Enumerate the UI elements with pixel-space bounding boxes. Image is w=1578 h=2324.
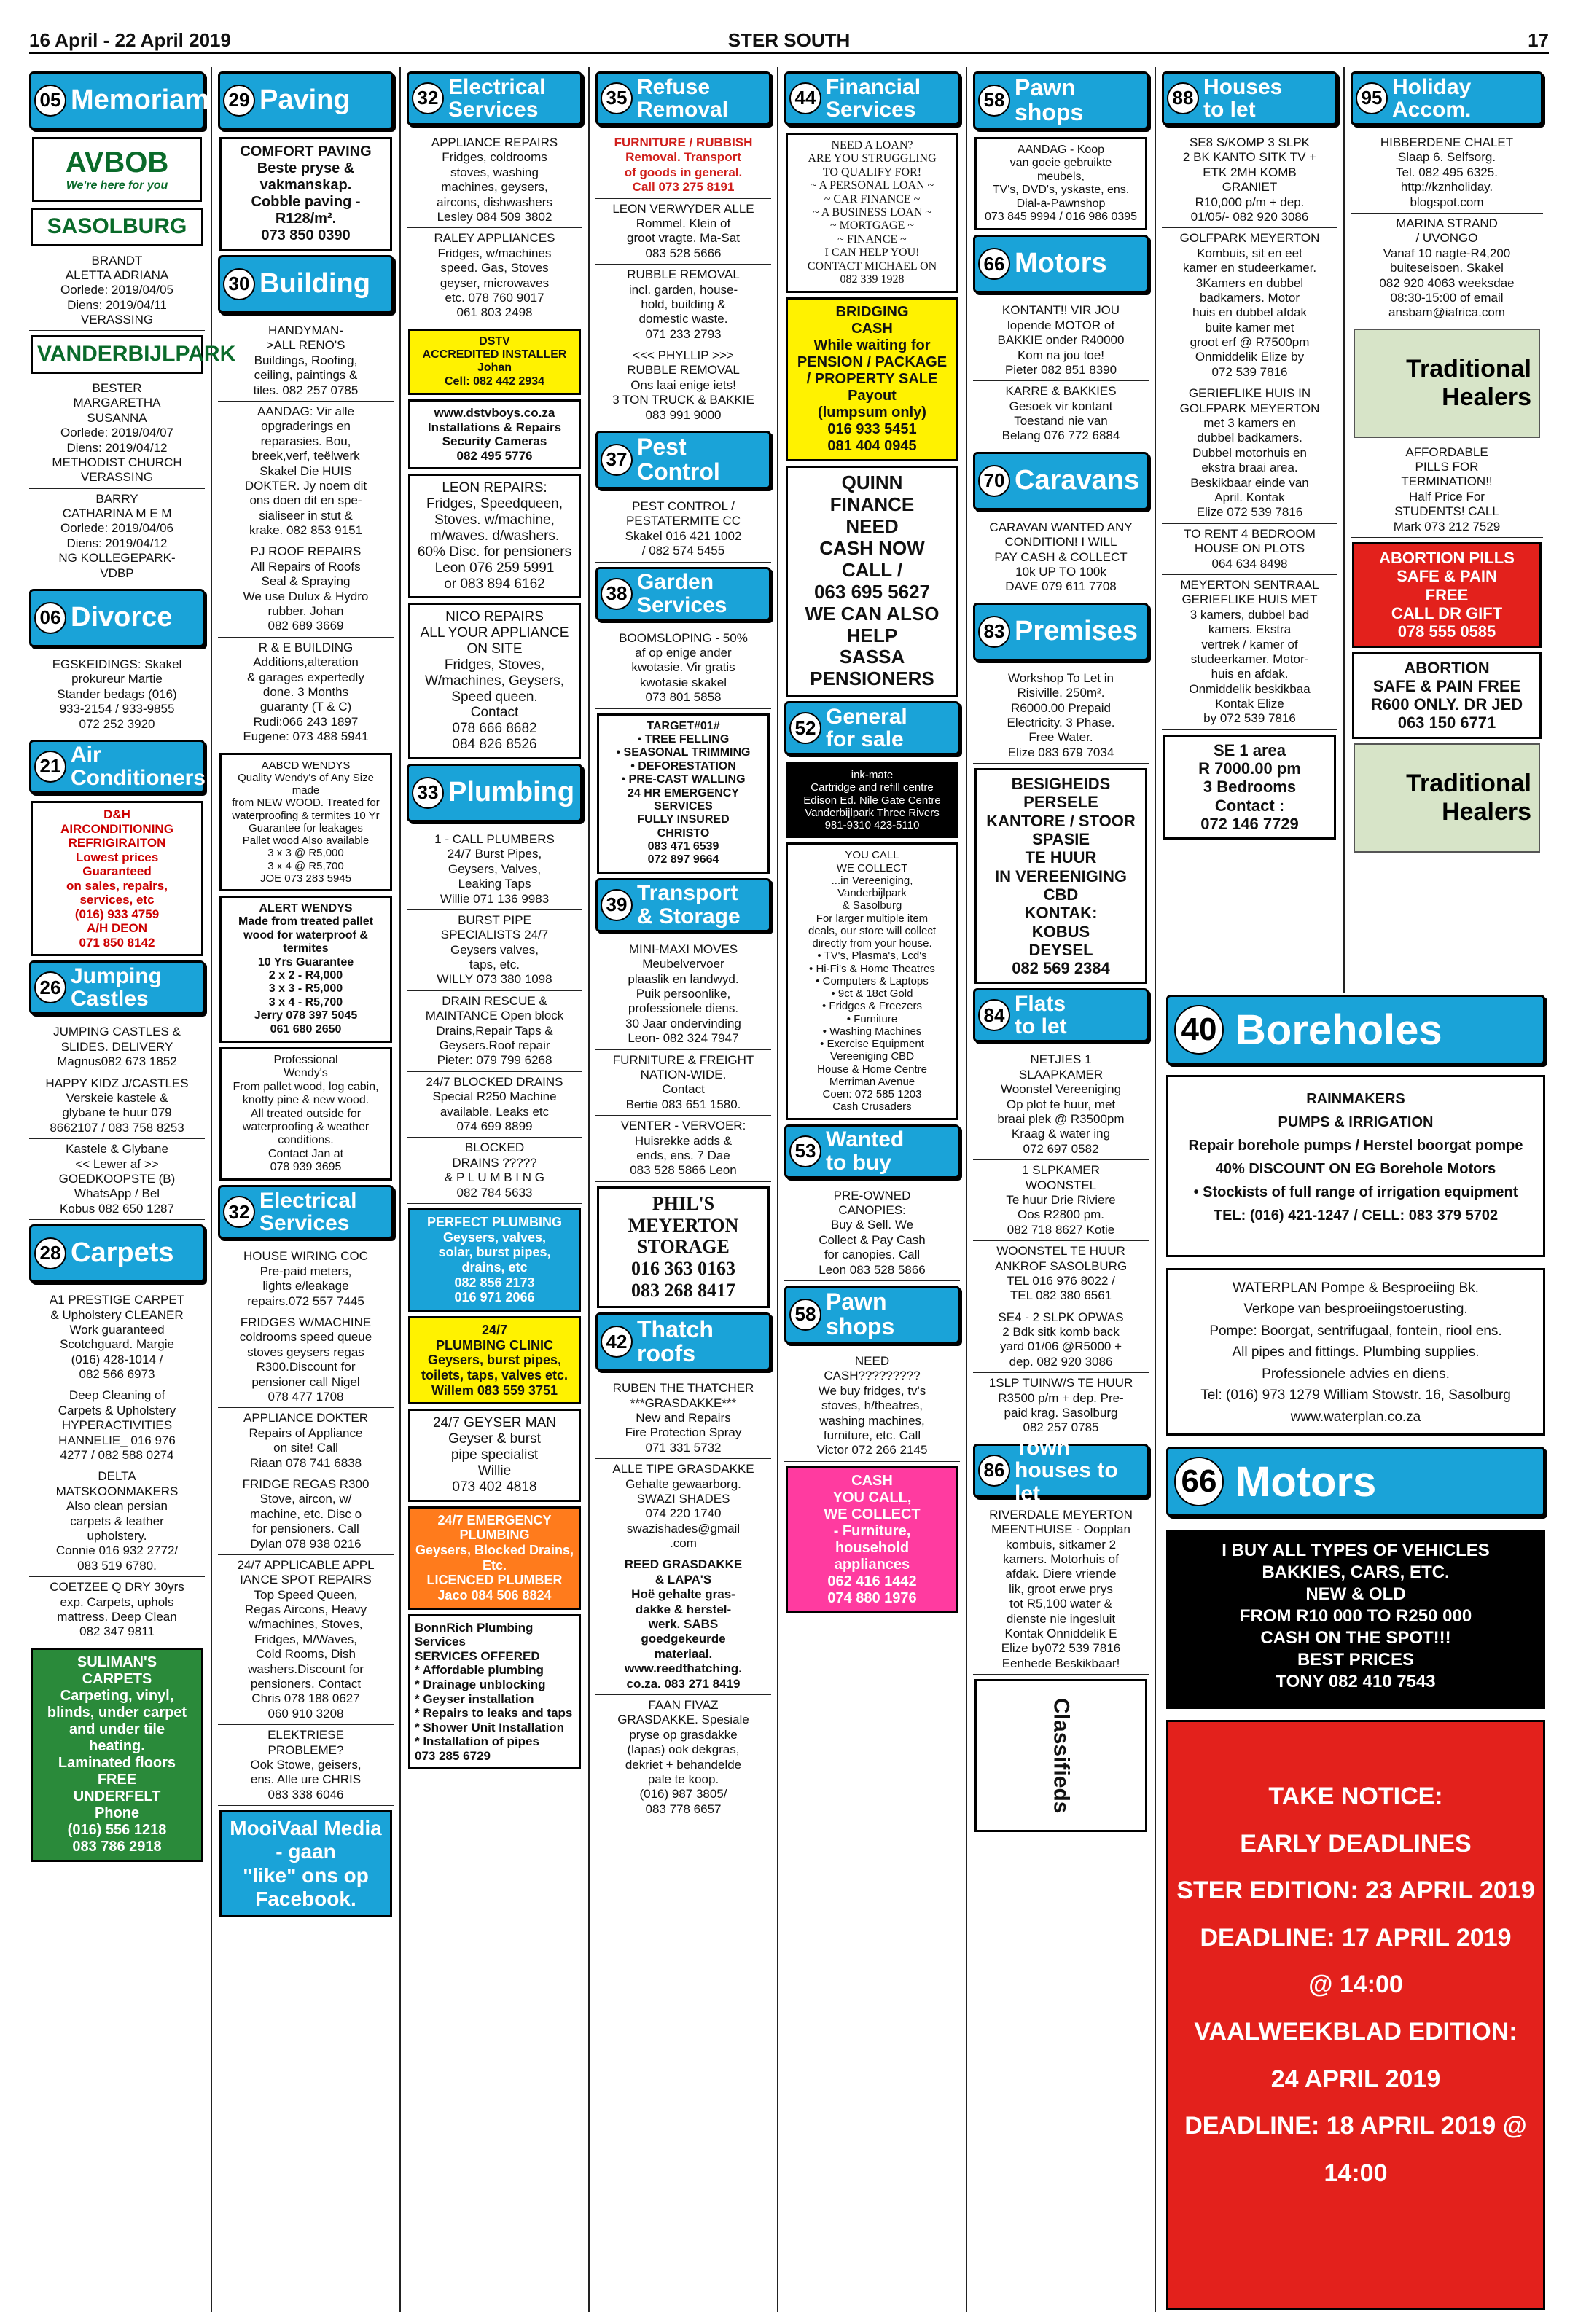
ad-cash-crusaders: YOU CALL WE COLLECT ...in Vereeniging, Vanderbijlpark & Sasolburg For larger multiple item deals, our store will collect directly from your house. • TV's, Plasma's, Lcd's • Hi-Fi's & Home Theatres • Computers & Laptops • 9ct & 18ct Gold • Fridges & Freezers • Furniture • Washing Machines • Exercise Equipment Vereeniging CBD House & Home Centre Merriman Avenue Coen: 072 585 1203 Cash Crusaders: [786, 842, 958, 1119]
section-number: 58: [789, 1299, 821, 1331]
section-title: Financial Services: [826, 74, 921, 122]
section-wanted-to-buy: [784, 1124, 960, 1178]
ad-nico-repairs: NICO REPAIRS ALL YOUR APPLIANCE ON SITE Fridges, Stoves, W/machines, Geysers, Speed queen. Contact 078 666 8682 084 826 8526: [408, 603, 581, 759]
ad-karre-bakkies: KARRE & BAKKIES Gesoek vir kontant Toestand nie van Belang 076 772 6884: [973, 381, 1149, 447]
section-title: Motors: [1015, 248, 1107, 279]
header-page-number: 17: [1528, 29, 1549, 51]
section-title: Pawn shops: [826, 1288, 895, 1340]
section-title: Motors: [1235, 1458, 1377, 1506]
section-number: 42: [601, 1326, 633, 1358]
ad-cash-you-call: CASH YOU CALL, WE COLLECT - Furniture, household appliances 062 416 1442 074 880 1976: [786, 1466, 958, 1613]
ad-re-building: R & E BUILDING Additions,alteration & garages expertedly done. 3 Months guaranty (T & C) Rudi:066 243 1897 Eugene: 073 488 5941: [218, 638, 394, 748]
ad-mooivaal-facebook: MooiVaal Media - gaan "like" ons op Facebook.: [219, 1810, 392, 1917]
ad-egskeidings: EGSKEIDINGS: Skakel prokureur Martie Stander bedags (016) 933-2154 / 933-9855 072 252 3920: [29, 654, 205, 735]
section-number: 35: [601, 82, 633, 114]
section-title: Holiday Accom.: [1392, 74, 1472, 122]
ad-waterplan: WATERPLAN Pompe & Besproeiing Bk. Verkope van besproeiingstoerusting. Pompe: Boorgat, sentrifugaal, fontein, riool ens. All pipes and fittings. Plumbing supplies. Professionele advies en diens. Tel: (016) 973 1279 William Stowstr. 16, Sasolburg www.waterplan.co.za: [1166, 1268, 1545, 1436]
section-number: 33: [412, 777, 444, 809]
ad-appliance-repairs: APPLIANCE REPAIRS Fridges, coldrooms stoves, washing machines, geysers, aircons, dishwashers Lesley 084 509 3802: [407, 133, 582, 228]
ad-furniture-rubbish: FURNITURE / RUBBISH Removal. Transport of goods in general. Call 073 275 8191: [595, 133, 771, 199]
ad-riverdale-meyerton: RIVERDALE MEYERTON MEENTHUISE - Oopplan kombuis, sitkamer 2 kamers. Motorhuis of afdak. Diere vriende lik, groot erwe prys tot R5,100 water & dienste nie ingesluit Kontak Onniddelik E Elize by072 539 7816 Eenhede Beskikbaar!: [973, 1505, 1149, 1675]
section-plumbing: [407, 764, 582, 822]
section-number: 44: [789, 82, 821, 114]
section-number: 40: [1174, 1005, 1224, 1055]
column-7: [1162, 67, 1345, 993]
section-number: 06: [34, 602, 66, 634]
column-8: [1351, 67, 1549, 993]
ad-need-cash: NEED CASH????????? We buy fridges, tv's stoves, h/theatres, washing machines, furniture, etc. Call Victor 072 266 2145: [784, 1351, 960, 1462]
section-number: 32: [223, 1196, 255, 1228]
section-premises: [973, 603, 1149, 661]
ad-house-wiring: HOUSE WIRING COC Pre-paid meters, lights e/leakage repairs.072 557 7445: [218, 1246, 394, 1312]
section-electrical-services-2: [218, 1185, 394, 1239]
ad-ink-mate: ink-mate Cartridge and refill centre Edison Ed. Nile Gate Centre Vanderbijlpark Three Rivers 981-9310 423-5110: [786, 762, 958, 838]
section-building: [218, 255, 394, 313]
ad-delta: DELTA MATSKOONMAKERS Also clean persian carpets & leather upholstery. Connie 016 932 2772/ 083 519 6780.: [29, 1466, 205, 1577]
ad-elektriese: ELEKTRIESE PROBLEME? Ook Stowe, geisers, ens. Alle ure CHRIS 083 338 6046: [218, 1725, 394, 1806]
avbob-tagline: We're here for you: [66, 179, 168, 192]
section-number: 66: [1174, 1457, 1224, 1506]
ad-huis-dokter: AANDAG: Vir alle opgraderings en reparasies. Bou, breek,verf, teëlwerk Skakel Die HUIS DOKTER. Jy noem dit ons doen dit en spe- sialiseer in stut & krake. 082 853 9151: [218, 402, 394, 542]
section-number: 53: [789, 1135, 821, 1167]
section-number: 38: [601, 578, 633, 610]
section-financial-services: [784, 71, 960, 125]
section-carpets: [29, 1224, 205, 1283]
section-title: Paving: [259, 85, 351, 116]
section-title: General for sale: [826, 704, 907, 752]
notice-brandt: BRANDT ALETTA ADRIANA Oorlede: 2019/04/05 Diens: 2019/04/11 VERASSING: [29, 251, 205, 332]
section-title: Thatch roofs: [637, 1315, 714, 1367]
ad-quinn-finance: QUINN FINANCE NEED CASH NOW CALL / 063 695 5627 WE CAN ALSO HELP SASSA PENSIONERS: [786, 466, 958, 697]
section-flats-to-let: [973, 988, 1149, 1042]
ad-phyllip: <<< PHYLLIP >>> RUBBLE REMOVAL Ons laai enige iets! 3 TON TRUCK & BAKKIE 083 991 9000: [595, 345, 771, 426]
ad-burst-pipe: BURST PIPE SPECIALISTS 24/7 Geysers valves, taps, etc. WILLY 073 380 1098: [407, 910, 582, 991]
ad-drain-rescue: DRAIN RESCUE & MAINTANCE Open block Drains,Repair Taps & Geysers.Roof repair Pieter: 079 799 6268: [407, 991, 582, 1072]
ad-dstvboys: www.dstvboys.co.za Installations & Repairs Security Cameras 082 495 5776: [408, 399, 581, 469]
section-title: Garden Services: [637, 570, 727, 617]
sasolburg-banner: SASOLBURG: [31, 208, 203, 246]
section-number: 52: [789, 712, 821, 744]
ad-comfort-paving: COMFORT PAVING Beste pryse & vakmanskap. Cobble paving - R128/m². 073 850 0390: [219, 137, 392, 251]
section-motors: [973, 235, 1149, 293]
section-number: 30: [223, 268, 255, 300]
ad-workshop-to-let: Workshop To Let in Risiville. 250m². R6000.00 Prepaid Electricity. 3 Phase. Free Water. Elize 083 679 7034: [973, 668, 1149, 764]
section-title: Air Conditioners: [71, 743, 206, 790]
ad-gerieflike-huis: GERIEFLIKE HUIS IN GOLFPARK MEYERTON met 3 kamers en dubbel badkamers. Dubbel motorhuis en ekstra braai area. Beskikbaar einde van April. Kontak Elize 072 539 7816: [1162, 383, 1337, 524]
section-title: Jumping Castles: [71, 963, 162, 1012]
ad-1-slpkamer: 1 SLPKAMER WOONSTEL Te huur Drie Riviere Oos R2800 pm. 082 718 8627 Kotie: [973, 1160, 1149, 1241]
section-pest-control: [595, 431, 771, 489]
notice-bester: BESTER MARGARETHA SUSANNA Oorlede: 2019/04/07 Diens: 2019/04/12 METHODIST CHURCH VERASSING: [29, 378, 205, 489]
section-number: 58: [978, 85, 1010, 117]
section-number: 32: [412, 82, 444, 114]
ad-kastele: Kastele & Glybane << Lewer af >> GOEDKOOPSTE (B) WhatsApp / Bel Kobus 082 650 1287: [29, 1139, 205, 1220]
ad-leon-repairs: LEON REPAIRS: Fridges, Speedqueen, Stoves. w/machine, m/waves. d/washers. 60% Disc. for pensioners Leon 076 259 5991 or 083 894 6162: [408, 474, 581, 598]
section-pawn-shops: [973, 71, 1149, 130]
ad-blocked-drains-247: 24/7 BLOCKED DRAINS Special R250 Machine available. Leaks etc 074 699 8899: [407, 1072, 582, 1138]
section-holiday-accom: [1351, 71, 1543, 125]
header-publication: STER SOUTH: [727, 29, 851, 51]
ad-bonnrich-plumbing: BonnRich Plumbing Services SERVICES OFFERED * Affordable plumbing * Drainage unblocking * Geyser installation * Repairs to leaks and taps * Shower Unit Installation * Installation of pipes 073 285 6729: [408, 1614, 581, 1769]
section-number: 05: [34, 85, 66, 117]
ad-mini-maxi-moves: MINI-MAXI MOVES Meubelvervoer plaaslik en landwyd. Puik persoonlike, professionele diens. 30 Jaar ondervinding Leon- 082 324 7947: [595, 939, 771, 1050]
ad-netjies-slaapkamer: NETJIES 1 SLAAPKAMER Woonstel Vereeniging Op plot te huur, met braai plek @ R3500pm Kraag & water ing 072 697 0582: [973, 1049, 1149, 1160]
section-title: Pawn shops: [1015, 74, 1084, 125]
page-header: [29, 26, 1549, 54]
ad-se1-area: SE 1 area R 7000.00 pm 3 Bedrooms Contact : 072 146 7729: [1163, 735, 1336, 840]
ad-alert-wendys: ALERT WENDYS Made from treated pallet wood for waterproof & termites 10 Yrs Guarantee 2 x 2 - R4,000 3 x 3 - R5,000 3 x 4 - R5,700 Jerry 078 397 5045 061 680 2650: [219, 896, 392, 1043]
ad-dial-a-pawnshop: AANDAG - Koop van goeie gebruikte meubels, TV's, DVD's, yskaste, ens. Dial-a-Pawnshop 073 845 9994 / 016 986 0395: [974, 137, 1147, 230]
section-number: 21: [34, 751, 66, 783]
section-title: Building: [259, 268, 370, 300]
section-title: Premises: [1015, 615, 1138, 646]
ad-phils-storage: PHIL'S MEYERTON STORAGE 016 363 0163 083 268 8417: [597, 1186, 770, 1308]
ad-rubble-removal: RUBBLE REMOVAL incl. garden, house- hold, building & domestic waste. 071 233 2793: [595, 265, 771, 345]
ad-abortion-dr-jed: ABORTION SAFE & PAIN FREE R600 ONLY. DR JED 063 150 6771: [1352, 652, 1542, 739]
ad-bridging-cash: BRIDGING CASH While waiting for PENSION / PACKAGE / PROPERTY SALE Payout (lumpsum only) 016 933 5451 081 404 0945: [786, 297, 958, 461]
ad-kontant-motor: KONTANT!! VIR JOU lopende MOTOR of BAKKIE onder R40000 Kom na jou toe! Pieter 082 851 8390: [973, 300, 1149, 381]
ad-appliance-dokter: APPLIANCE DOKTER Repairs of Appliance on site! Call Riaan 078 741 6838: [218, 1408, 394, 1474]
section-title: Transport & Storage: [637, 881, 741, 928]
notice-barry: BARRY CATHARINA M E M Oorlede: 2019/04/06 Diens: 2019/04/12 NG KOLLEGEPARK- VDBP: [29, 489, 205, 584]
section-number: 70: [978, 465, 1010, 497]
column-1: [29, 67, 236, 2312]
column-3: [407, 67, 590, 2312]
section-title: Divorce: [71, 602, 173, 633]
ad-fridge-regas: FRIDGE REGAS R300 Stove, aircon, w/ machine, etc. Disc o for pensioners. Call Dylan 078 938 0216: [218, 1474, 394, 1555]
ad-swazi-shades: ALLE TIPE GRASDAKKE Gehalte gewaarborg. SWAZI SHADES 074 220 1740 swazishades@gmail .com: [595, 1459, 771, 1554]
ad-pre-owned-canopies: PRE-OWNED CANOPIES: Buy & Sell. We Collect & Pay Cash for canopies. Call Leon 083 528 5866: [784, 1186, 960, 1281]
section-title: Flats to let: [1015, 991, 1067, 1039]
ad-affordable-pills: AFFORDABLE PILLS FOR TERMINATION!! Half Price For STUDENTS! CALL Mark 073 212 7529: [1351, 442, 1543, 538]
section-jumping-castles: [29, 960, 205, 1014]
ad-need-a-loan: NEED A LOAN? ARE YOU STRUGGLING TO QUALIFY FOR! ~ A PERSONAL LOAN ~ ~ CAR FINANCE ~ ~ A BUSINESS LOAN ~ ~ MORTGAGE ~ ~ FINANCE ~ I CAN HELP YOU! CONTACT MICHAEL ON 082 339 1928: [786, 133, 958, 293]
section-transport-storage: [595, 878, 771, 932]
ad-marina-strand: MARINA STRAND / UVONGO Vanaf 10 nagte-R4,200 buiteseisoen. Skakel 082 920 4063 weeksdae 08:30-15:00 of email ansbam@iafrica.com: [1351, 214, 1543, 324]
ad-1-call-plumbers: 1 - CALL PLUMBERS 24/7 Burst Pipes, Geysers, Valves, Leaking Taps Willie 071 136 9983: [407, 829, 582, 910]
ad-blocked-drains: BLOCKED DRAINS ????? & P L U M B I N G 082 784 5633: [407, 1138, 582, 1204]
section-number: 39: [601, 889, 633, 921]
avbob-name: AVBOB: [65, 146, 169, 179]
section-boreholes: [1166, 995, 1545, 1065]
section-number: 28: [34, 1237, 66, 1269]
ad-aabcd-wendys: AABCD WENDYS Quality Wendy's of Any Size made from NEW WOOD. Treated for waterproofing & termites 10 Yr Guarantee for leakages Pallet wood Also available 3 x 3 @ R5,000 3 x 4 @ R5,700 JOE 073 283 5945: [219, 753, 392, 892]
section-title: Plumbing: [448, 776, 575, 807]
ad-boomsloping: BOOMSLOPING - 50% af op enige ander kwotasie. Vir gratis kwotasie skakel 073 801 5858: [595, 628, 771, 709]
ad-woonstel-te-huur: WOONSTEL TE HUUR ANKROF SASOLBURG TEL 016 976 8022 / TEL 082 380 6561: [973, 1241, 1149, 1307]
column-2: [218, 67, 401, 2312]
section-garden-services: [595, 567, 771, 621]
avbob-logo: [32, 137, 202, 202]
section-electrical-services: [407, 71, 582, 125]
ad-pestatermite: PEST CONTROL / PESTATERMITE CC Skakel 016 421 1002 / 082 574 5455: [595, 496, 771, 563]
ad-coetzee: COETZEE Q DRY 30yrs exp. Carpets, uphols mattress. Deep Clean 082 347 9811: [29, 1577, 205, 1643]
section-title: Refuse Removal: [637, 74, 729, 122]
section-number: 37: [601, 444, 633, 476]
ad-dh-aircon: D&H AIRCONDITIONING REFRIGIRAITON Lowest prices Guaranteed on sales, repairs, services, etc (016) 933 4759 A/H DEON 071 850 8142: [31, 801, 203, 956]
ad-professional-wendys: Professional Wendy's From pallet wood, log cabin, knotty pine & new wood. All treated outside for waterproofing & weather conditions. Contact Jan at 078 939 3695: [219, 1047, 392, 1181]
ad-abortion-pills: ABORTION PILLS SAFE & PAIN FREE CALL DR GIFT 078 555 0585: [1352, 542, 1542, 647]
section-title: Town houses to let: [1015, 1435, 1118, 1506]
ad-sulimans-carpets: SULIMAN'S CARPETS Carpeting, vinyl, blinds, under carpet and under tile heating. Laminated floors FREE UNDERFELT Phone (016) 556 1218 083 786 2918: [31, 1648, 203, 1862]
section-title: Memoriam: [71, 85, 210, 116]
ad-applicable-appliance: 24/7 APPLICABLE APPL IANCE SPOT REPAIRS Top Speed Queen, Regas Aircons, Heavy w/machines, Stoves, Fridges, M/Waves, Cold Rooms, Dish washers.Discount for pensioners. Contact Chris 078 188 0627 060 910 3208: [218, 1555, 394, 1725]
ad-ruben-thatcher: RUBEN THE THATCHER ***GRASDAKKE*** New and Repairs Fire Protection Spray 071 331 5732: [595, 1378, 771, 1459]
ad-pj-roof: PJ ROOF REPAIRS All Repairs of Roofs Seal & Spraying We use Dulux & Hydro rubber. Johan 082 689 3669: [218, 541, 394, 637]
section-title: Caravans: [1015, 464, 1140, 496]
section-general-for-sale: [784, 701, 960, 755]
ad-leon-verwyder: LEON VERWYDER ALLE Rommel. Klein of groot vragte. Ma-Sat 083 528 5666: [595, 199, 771, 265]
section-title: Electrical Services: [448, 74, 546, 122]
ad-tuinw-s: 1SLP TUINW/S TE HUUR R3500 p/m + dep. Pre- paid krag. Sasolburg 082 257 0785: [973, 1373, 1149, 1439]
section-number: 66: [978, 248, 1010, 280]
section-divorce: [29, 589, 205, 647]
section-number: 88: [1167, 82, 1199, 114]
ad-meyerton-sentraal: MEYERTON SENTRAAL GERIEFLIKE HUIS MET 3 kamers, dubbel bad kamers. Ekstra vertrek / kamer of studeerkamer. Motor- huis en afdak. Onmiddelik beskikbaa Kontak Elize by 072 539 7816: [1162, 575, 1337, 730]
ad-caravan-wanted: CARAVAN WANTED ANY CONDITION! I WILL PAY CASH & COLLECT 10k UP TO 100k DAVE 079 611 7708: [973, 517, 1149, 598]
ad-happy-kidz: HAPPY KIDZ J/CASTLES Verskeie kastele & glybane te huur 079 8662107 / 083 758 8253: [29, 1073, 205, 1140]
classifieds-text: Classifieds: [1049, 1697, 1074, 1814]
section-title: Wanted to buy: [826, 1127, 905, 1175]
section-number: 95: [1356, 82, 1388, 114]
ad-golfpark-meyerton: GOLFPARK MEYERTON Kombuis, sit en eet kamer en studeerkamer. 3Kamers en dubbel badkamers. Motor huis en dubbel afdak buite kamer met groot erf @ R7500pm Onmiddelik Elize by 072 539 7816: [1162, 228, 1337, 383]
ad-plumbing-clinic: 24/7 PLUMBING CLINIC Geysers, burst pipes, toilets, taps, valves etc. Willem 083 559 3751: [408, 1316, 581, 1404]
ad-hibberdene-chalet: HIBBERDENE CHALET Slaap 6. Selfsorg. Tel. 082 495 6325. http://kznholiday. blogspot.com: [1351, 133, 1543, 214]
classifieds-logo: [974, 1679, 1147, 1832]
traditional-healers-banner-1: Traditional Healers: [1354, 329, 1540, 438]
section-title: Houses to let: [1203, 74, 1283, 122]
ad-handyman: HANDYMAN- >ALL RENO'S Buildings, Roofing, ceiling, paintings & tiles. 082 257 0785: [218, 321, 394, 402]
ad-venter-vervoer: VENTER - VERVOER: Huisrekke adds & ends, ens. 7 Dae 083 528 5866 Leon: [595, 1116, 771, 1182]
ad-deep-cleaning: Deep Cleaning of Carpets & Upholstery HYPERACTIVITIES HANNELIE_ 016 976 4277 / 082 588 0274: [29, 1385, 205, 1466]
section-paving: [218, 71, 394, 130]
ad-dstv-installer: DSTV ACCREDITED INSTALLER Johan Cell: 082 442 2934: [408, 329, 581, 396]
ad-emergency-plumbing: 24/7 EMERGENCY PLUMBING Geysers, Blocked Drains, Etc. LICENCED PLUMBER Jaco 084 506 8824: [408, 1506, 581, 1610]
section-title: Pest Control: [637, 434, 720, 485]
ad-to-rent-4-bedroom: TO RENT 4 BEDROOM HOUSE ON PLOTS 064 634 8498: [1162, 524, 1337, 575]
ad-target-tree-felling: TARGET#01# • TREE FELLING • SEASONAL TRIMMING • DEFORESTATION • PRE-CAST WALLING 24 HR EMERGENCY SERVICES FULLY INSURED CHRISTO 083 471 6539 072 897 9664: [597, 713, 770, 874]
ad-se4-opwas: SE4 - 2 SLPK OPWAS 2 Bdk sitk komb back yard 01/06 @R5000 + dep. 082 920 3086: [973, 1307, 1149, 1374]
section-title: Boreholes: [1235, 1006, 1442, 1054]
section-title: Carpets: [71, 1237, 174, 1269]
section-number: 84: [978, 999, 1010, 1031]
ad-jumping-castles: JUMPING CASTLES & SLIDES. DELIVERY Magnus082 673 1852: [29, 1022, 205, 1073]
notice-early-deadlines: TAKE NOTICE: EARLY DEADLINES STER EDITION: 23 APRIL 2019 DEADLINE: 17 APRIL 2019 @ 14:00 VAALWEEKBLAD EDITION: 24 APRIL 2019 DEADLINE: 18 APRIL 2019 @ 14:00: [1166, 1720, 1545, 2310]
traditional-healers-banner-2: Traditional Healers: [1354, 743, 1540, 853]
ad-geyser-man: 24/7 GEYSER MAN Geyser & burst pipe specialist Willie 073 402 4818: [408, 1409, 581, 1501]
ad-rainmakers: RAINMAKERS PUMPS & IRRIGATION Repair borehole pumps / Herstel boorgat pompe 40% DISCOUNT ON EG Borehole Motors • Stockists of full range of irrigation equipment TEL: (016) 421-1247 / CELL: 083 379 5702: [1166, 1075, 1545, 1257]
section-number: 86: [978, 1455, 1010, 1487]
ad-faan-fivaz: FAAN FIVAZ GRASDAKKE. Spesiale pryse op grasdakke (lapas) ook dekgras, dekriet + behandelde pale te koop. (016) 987 3805/ 083 778 6657: [595, 1695, 771, 1820]
section-number: 83: [978, 616, 1010, 648]
ad-reed-grasdakke: REED GRASDAKKE & LAPA'S Hoë gehalte gras- dakke & herstel- werk. SABS goedgekeurde materiaal. www.reedthatching. co.za. 083 271 8419: [595, 1554, 771, 1695]
section-houses-to-let: [1162, 71, 1337, 125]
section-motors-big: [1166, 1447, 1545, 1517]
header-date: 16 April - 22 April 2019: [29, 29, 231, 51]
ad-se8-skomp: SE8 S/KOMP 3 SLPK 2 BK KANTO SITK TV + ETK 2MH KOMB GRANIET R10,000 p/m + dep. 01/05/- 082 920 3086: [1162, 133, 1337, 228]
column-4: [595, 67, 778, 2312]
section-refuse-removal: [595, 71, 771, 125]
ad-raley-appliances: RALEY APPLIANCES Fridges, w/machines speed. Gas, Stoves geyser, microwaves etc. 078 760 9017 061 803 2498: [407, 228, 582, 324]
section-memoriam: [29, 71, 210, 130]
ad-perfect-plumbing: PERFECT PLUMBING Geysers, valves, solar, burst pipes, drains, etc 082 856 2173 016 971 2066: [408, 1208, 581, 1312]
ad-fridges-wmachine: FRIDGES W/MACHINE coldrooms speed queue stoves geysers regas R300.Discount for pensioner call Nigel 078 477 1708: [218, 1312, 394, 1408]
ad-furniture-freight: FURNITURE & FREIGHT NATION-WIDE. Contact Bertie 083 651 1580.: [595, 1050, 771, 1116]
section-pawn-shops-2: [784, 1286, 960, 1344]
ad-besigheids-persele: BESIGHEIDS PERSELE KANTORE / STOOR SPASIE TE HUUR IN VEREENIGING CBD KONTAK: KOBUS DEYSEL 082 569 2384: [974, 768, 1147, 984]
column-6: [973, 67, 1156, 2312]
ad-a1-prestige: A1 PRESTIGE CARPET & Upholstery CLEANER Work guaranteed Scotchguard. Margie (016) 428-1014 / 082 566 6973: [29, 1290, 205, 1385]
section-caravans: [973, 452, 1149, 510]
section-number: 26: [34, 971, 66, 1003]
column-5: [784, 67, 967, 2312]
section-thatch-roofs: [595, 1312, 771, 1371]
section-air-conditioners: [29, 740, 205, 794]
section-town-houses: [973, 1435, 1149, 1506]
vanderbijlpark-banner: VANDERBIJLPARK: [31, 335, 203, 374]
section-number: 29: [223, 85, 255, 117]
ad-tony-buy-vehicles: I BUY ALL TYPES OF VEHICLES BAKKIES, CARS, ETC. NEW & OLD FROM R10 000 TO R250 000 CASH ON THE SPOT!!! BEST PRICES TONY 082 410 7543: [1166, 1530, 1545, 1709]
section-title: Electrical Services: [259, 1188, 357, 1236]
